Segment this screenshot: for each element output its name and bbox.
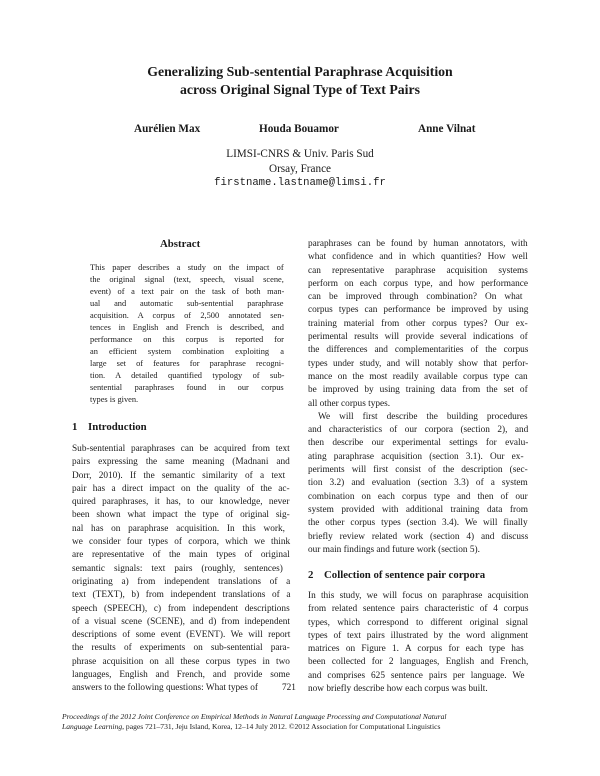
body-line: periments will first consist of the description (sec- bbox=[308, 465, 528, 476]
body-line: can representative paraphrase acquisition systems bbox=[308, 265, 528, 276]
body-line: perform on each corpus type, and how performance bbox=[308, 278, 529, 289]
body-line: perimental results will provide several indications of bbox=[308, 332, 528, 343]
abstract-line: tion. A detailed quantified typology of sub- bbox=[90, 371, 285, 380]
intro-line: speech (SPEECH), c) from independent descriptions bbox=[72, 603, 290, 614]
intro-line: Sub-sentential paraphrases can be acquired from text bbox=[72, 444, 290, 454]
abstract-line: sentential paraphrases found in our corpus bbox=[90, 383, 284, 392]
section-1-title: Introduction bbox=[88, 421, 147, 433]
intro-line: descriptions of some event (EVENT). We will report bbox=[72, 630, 291, 641]
location: Orsay, France bbox=[268, 162, 332, 175]
body-line: now briefly describe how each corpus was built. bbox=[308, 684, 488, 695]
intro-line: Dorr, 2010). If the semantic similarity of a text bbox=[72, 470, 286, 481]
body-line: then describe our experimental settings for evalu- bbox=[308, 438, 529, 449]
right-column-top bbox=[308, 238, 528, 557]
body-line: from related sentence pairs characteristic of 4 corpus bbox=[308, 604, 529, 615]
intro-line: quired paraphrases, it has, to our knowledge, never bbox=[72, 497, 290, 508]
section-2-heading bbox=[308, 569, 485, 581]
right-column-bottom bbox=[308, 590, 528, 696]
footer-line-1: Proceedings of the 2012 Joint Conference on Empirical Methods in Natural Language Processing and Computational Natural bbox=[62, 712, 447, 721]
abstract-line: the original signal (text, speech, visual scene, bbox=[90, 275, 284, 284]
footer-line-2 bbox=[62, 722, 538, 732]
body-line: tion 3.2) and evaluation (section 3.3) of a system bbox=[308, 478, 528, 489]
abstract-heading: Abstract bbox=[160, 238, 201, 250]
section-2-number: 2 bbox=[308, 569, 314, 581]
body-line: combination on each corpus type and then of our bbox=[308, 491, 528, 502]
intro-line: languages, English and French, and provide some bbox=[72, 670, 290, 681]
abstract-line: event) of a text pair on the task of both man- bbox=[90, 287, 285, 296]
intro-line: phrase acquisition on all these corpus types in two bbox=[72, 656, 290, 667]
title-line-1: Generalizing Sub-sentential Paraphrase Acquisition bbox=[147, 64, 453, 79]
abstract-line: tences in English and French is described, and bbox=[90, 323, 284, 332]
proceedings-footer bbox=[62, 712, 538, 732]
body-line: matrices on Figure 1. A corpus for each type has bbox=[308, 644, 524, 655]
body-line: paraphrases can be found by human annotators, with bbox=[308, 239, 528, 249]
intro-line: nal has on paraphrase acquisition. In this work, bbox=[72, 523, 285, 534]
affiliation bbox=[150, 147, 450, 191]
intro-left-column bbox=[72, 443, 290, 696]
body-line: briefly review related work (section 4) and discuss bbox=[308, 531, 529, 542]
abstract-line: types is given. bbox=[90, 395, 139, 404]
paper-title bbox=[60, 63, 540, 99]
footer-citation: , pages 721–731, Jeju Island, Korea, 12–14 July 2012. ©2012 Association for Computational Linguistics bbox=[122, 722, 441, 731]
page-number: 721 bbox=[282, 683, 296, 693]
body-line: training material from other corpus types? Our ex- bbox=[308, 318, 528, 329]
abstract-line: ual and automatic sub-sentential paraphrase bbox=[90, 299, 284, 308]
intro-line: answers to the following questions: What types of bbox=[72, 683, 258, 694]
body-line: types under study, and will notably show that perfor- bbox=[308, 358, 529, 369]
intro-line: semantic signals: text pairs (roughly, sentences) bbox=[72, 563, 283, 574]
author-2: Houda Bouamor bbox=[259, 123, 339, 135]
intro-line: are representative of the main types of original bbox=[72, 550, 290, 561]
intro-line: of a visual scene (SCENE), and d) from independent bbox=[72, 616, 290, 627]
abstract-line: acquisition. A corpus of 2,500 annotated sen- bbox=[90, 311, 285, 320]
right-paragraph-3 bbox=[308, 590, 528, 696]
body-line: ating paraphrase acquisition (section 3.1). Our ex- bbox=[308, 451, 524, 462]
abstract-paragraph bbox=[90, 262, 284, 406]
intro-line: been shown what impact the type of original sig- bbox=[72, 510, 290, 521]
body-line: We will first describe the building procedures bbox=[318, 411, 528, 422]
body-line: and comprises 625 sentence pairs per language. We bbox=[308, 670, 525, 681]
intro-line: text (TEXT), b) from independent translations of a bbox=[72, 590, 291, 601]
body-line: been collected for 2 languages, English and French, bbox=[308, 657, 529, 668]
abstract-body bbox=[90, 262, 284, 406]
institution: LIMSI-CNRS & Univ. Paris Sud bbox=[226, 148, 374, 160]
body-line: be improved by using training data from the set of bbox=[308, 385, 528, 396]
body-line: our main findings and future work (section 5). bbox=[308, 544, 480, 555]
body-line: types, which correspond to different original signal bbox=[308, 617, 529, 628]
intro-line: pair has a direct impact on the quality of the ac- bbox=[72, 483, 290, 494]
body-line: what confidence and in which quantities? How well bbox=[308, 252, 528, 263]
intro-line: originating a) from independent translations of a bbox=[72, 576, 291, 587]
body-line: corpus types can performance be improved by using bbox=[308, 305, 529, 316]
body-line: can be improved through combination? On what bbox=[308, 292, 523, 303]
intro-paragraph bbox=[72, 443, 290, 696]
body-line: types of text pairs illustrated by the word alignment bbox=[308, 630, 529, 641]
body-line: In this study, we will focus on paraphrase acquisition bbox=[308, 591, 529, 601]
abstract-line: performance on this corpus is reported for bbox=[90, 335, 284, 344]
section-1-number: 1 bbox=[72, 421, 78, 433]
body-line: system provided with additional training data from bbox=[308, 504, 528, 515]
abstract-line: an efficient system combination exploiting a bbox=[90, 347, 284, 356]
abstract-line: large set of features for paraphrase recogni- bbox=[90, 359, 284, 368]
intro-line: we consider four types of corpora, which we think bbox=[72, 537, 291, 548]
author-3: Anne Vilnat bbox=[418, 123, 476, 135]
body-line: all other corpus types. bbox=[308, 398, 391, 409]
body-line: the other corpus types (section 3.4). We will finally bbox=[308, 518, 528, 529]
intro-line: pairs expressing the same meaning (Madnani and bbox=[72, 457, 290, 468]
footer-venue: Language Learning bbox=[62, 722, 123, 731]
right-paragraph-2 bbox=[308, 411, 528, 557]
email: firstname.lastname@limsi.fr bbox=[214, 177, 386, 189]
body-line: and characteristics of our corpora (section 2), and bbox=[308, 425, 529, 436]
body-line: mance on the most readily available corpus type can bbox=[308, 371, 528, 382]
abstract-line: This paper describes a study on the impact of bbox=[90, 263, 284, 272]
section-1-heading bbox=[72, 421, 147, 433]
intro-line: the results of experiments on sub-sentential para- bbox=[72, 643, 290, 654]
title-line-2: across Original Signal Type of Text Pairs bbox=[180, 82, 420, 97]
author-1: Aurélien Max bbox=[134, 123, 201, 135]
body-line: the differences and complementarities of the corpus bbox=[308, 345, 529, 356]
section-2-title: Collection of sentence pair corpora bbox=[324, 569, 486, 581]
right-paragraph-1 bbox=[308, 238, 528, 411]
